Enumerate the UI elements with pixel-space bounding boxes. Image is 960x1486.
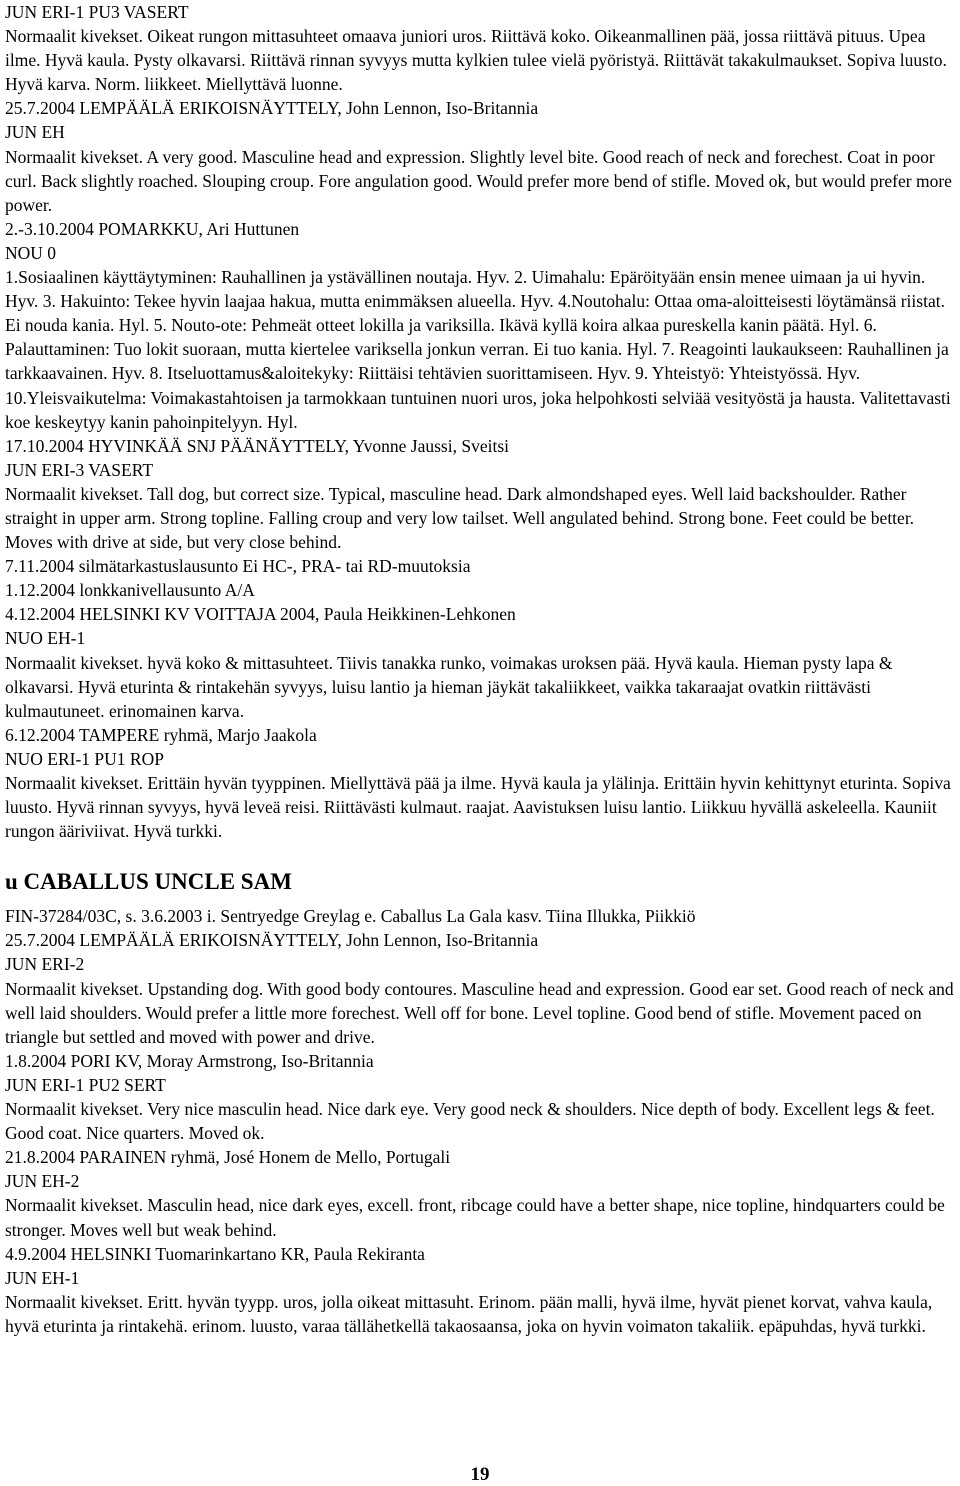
paragraph: 4.12.2004 HELSINKI KV VOITTAJA 2004, Paula Heikkinen-Lehkonen — [5, 604, 516, 625]
dog-name-heading: u CABALLUS UNCLE SAM — [5, 869, 292, 895]
paragraph: Normaalit kivekset. A very good. Masculine head and expression. Slightly level bite. Good reach of neck and forechest. Coat in poor curl. Back slightly roached. Slouping croup. Fore angulation good. Would prefer more bend of stifle. Moved ok, but would prefer more power. — [5, 146, 952, 215]
paragraph: Normaalit kivekset. Very nice masculin head. Nice dark eye. Very good neck & shoulders. Nice depth of body. Excellent legs & feet. Good coat. Nice quarters. Moved ok. — [5, 1099, 935, 1144]
paragraph: JUN ERI-1 PU2 SERT — [5, 1074, 166, 1095]
paragraph: JUN EH — [5, 122, 65, 143]
paragraph: 25.7.2004 LEMPÄÄLÄ ERIKOISNÄYTTELY, John Lennon, Iso-Britannia — [5, 98, 539, 119]
paragraph: JUN EH-2 — [5, 1171, 80, 1192]
paragraph: JUN EH-1 — [5, 1267, 80, 1288]
paragraph: Normaalit kivekset. Tall dog, but correct size. Typical, masculine head. Dark almondshaped eyes. Well laid backshoulder. Rather straight in upper arm. Strong topline. Falling croup and very low tailset. Well angulated behind. Strong bone. Feet could be better. Moves with drive at side, but very close behind. — [5, 483, 915, 553]
paragraph: 1.8.2004 PORI KV, Moray Armstrong, Iso-Britannia — [5, 1050, 374, 1071]
paragraph: NUO ERI-1 PU1 ROP — [5, 748, 164, 769]
paragraph: 6.12.2004 TAMPERE ryhmä, Marjo Jaakola — [5, 724, 317, 745]
paragraph: Normaalit kivekset. Oikeat rungon mittasuhteet omaava juniori uros. Riittävä koko. Oikeanmallinen pää, jossa riittävä pituus. Upea ilme. Hyvä kaula. Pysty olkavarsi. Riittävä rinnan syvyys mutta kylkien tulee vielä pyöristyä. Riittävät takakulmaukset. Sopiva luusto. Hyvä karva. Norm. liikkeet. Miellyttävä luonne. — [5, 26, 947, 95]
paragraph: JUN ERI-3 VASERT — [5, 459, 154, 480]
paragraph: Normaalit kivekset. hyvä koko & mittasuhteet. Tiivis tanakka runko, voimakas uroksen pää. Hyvä kaula. Hieman pysty lapa & olkavarsi. Hyvä eturinta & rintakehän syvyys, luisu lantio ja hieman jäykät takaliikkeet, vaikka takaraajat ovatkin riittävästi kulmautuneet. erinomainen karva. — [5, 652, 893, 721]
paragraph: NOU 0 — [5, 242, 57, 263]
paragraph: NUO EH-1 — [5, 628, 86, 649]
paragraph: Normaalit kivekset. Eritt. hyvän tyypp. uros, jolla oikeat mittasuht. Erinom. pään malli, hyvä ilme, hyvät pienet korvat, vahva kaula, hyvä eturinta ja rintakehä. erinom. luusto, varaa tällähetkellä takaosaansa, joka on hyvin voimaton takaliik. epäpuhdas, hyvä turkki. — [5, 1291, 933, 1336]
paragraph: JUN ERI-1 PU3 VASERT — [5, 2, 189, 22]
paragraph: 25.7.2004 LEMPÄÄLÄ ERIKOISNÄYTTELY, John Lennon, Iso-Britannia — [5, 930, 539, 951]
page-number: 19 — [470, 1464, 490, 1485]
paragraph: FIN-37284/03C, s. 3.6.2003 i. Sentryedge Greylag e. Caballus La Gala kasv. Tiina Illukka, Piikkiö — [5, 906, 696, 927]
paragraph: 1.Sosiaalinen käyttäytyminen: Rauhallinen ja ystävällinen noutaja. Hyv. 2. Uimahalu: Epäröityään ensin menee uimaan ja ui hyvin. Hyv. 3. Hakuinto: Tekee hyvin laajaa hakua, mutta enimmäksen alueella. Hyv. 4.Noutohalu: Ottaa oma-aloitteisesti löytämänsä riistat. Ei nouda kania. Hyl. 5. Nouto-ote: Pehmeät otteet lokilla ja variksilla. Ikävä kyllä koira alkaa pureskella kanin päätä. Hyl. 6. Palauttaminen: Tuo lokit suoraan, mutta kiertelee variksella jonkun verran. Ei tuo kania. Hyl. 7. Reagointi laukaukseen: Rauhallinen ja tarkkaavainen. Hyv. 8. Itseluottamus&aloitekyky: Riittäisi tehtävien suorittamiseen. Hyv. 9. Yhteistyö: Yhteistyössä. Hyv. 10.Yleisvaikutelma: Voimakastahtoisen ja tarmokkaan tuntuinen nuori uros, joka helpohkosti selviää vesityöstä ja hausta. Valitettavasti koe keskeytyy kanin pahoinpitelyyn. Hyl. — [5, 267, 951, 432]
paragraph: 21.8.2004 PARAINEN ryhmä, José Honem de Mello, Portugali — [5, 1147, 451, 1168]
paragraph: Normaalit kivekset. Erittäin hyvän tyyppinen. Miellyttävä pää ja ilme. Hyvä kaula ja ylälinja. Erittäin hyvin kehittynyt eturinta. Sopiva luusto. Hyvä rinnan syvyys, hyvä leveä reisi. Riittävästi kulmaut. raajat. Aavistuksen luisu lantio. Liikkuu hyvällä askeleella. Kauniit rungon ääriviivat. Hyvä turkki. — [5, 773, 951, 842]
paragraph: 1.12.2004 lonkkanivellausunto A/A — [5, 580, 255, 601]
paragraph: 7.11.2004 silmätarkastuslausunto Ei HC-, PRA- tai RD-muutoksia — [5, 556, 471, 577]
paragraph: Normaalit kivekset. Upstanding dog. With good body contoures. Masculine head and expression. Good ear set. Good reach of neck and well laid shoulders. Would prefer a little more forechest. Well off for bone. Level topline. Good bend of stifle. Movement paced on triangle but settled and moved with power and drive. — [5, 978, 954, 1047]
paragraph: 2.-3.10.2004 POMARKKU, Ari Huttunen — [5, 218, 300, 239]
document-body — [5, 0, 957, 1338]
paragraph: Normaalit kivekset. Masculin head, nice dark eyes, excell. front, ribcage could have a better shape, nice topline, hindquarters could be stronger. Moves well but weak behind. — [5, 1195, 945, 1240]
paragraph: JUN ERI-2 — [5, 954, 85, 975]
paragraph: 17.10.2004 HYVINKÄÄ SNJ PÄÄNÄYTTELY, Yvonne Jaussi, Sveitsi — [5, 435, 509, 456]
paragraph: 4.9.2004 HELSINKI Tuomarinkartano KR, Paula Rekiranta — [5, 1243, 425, 1264]
